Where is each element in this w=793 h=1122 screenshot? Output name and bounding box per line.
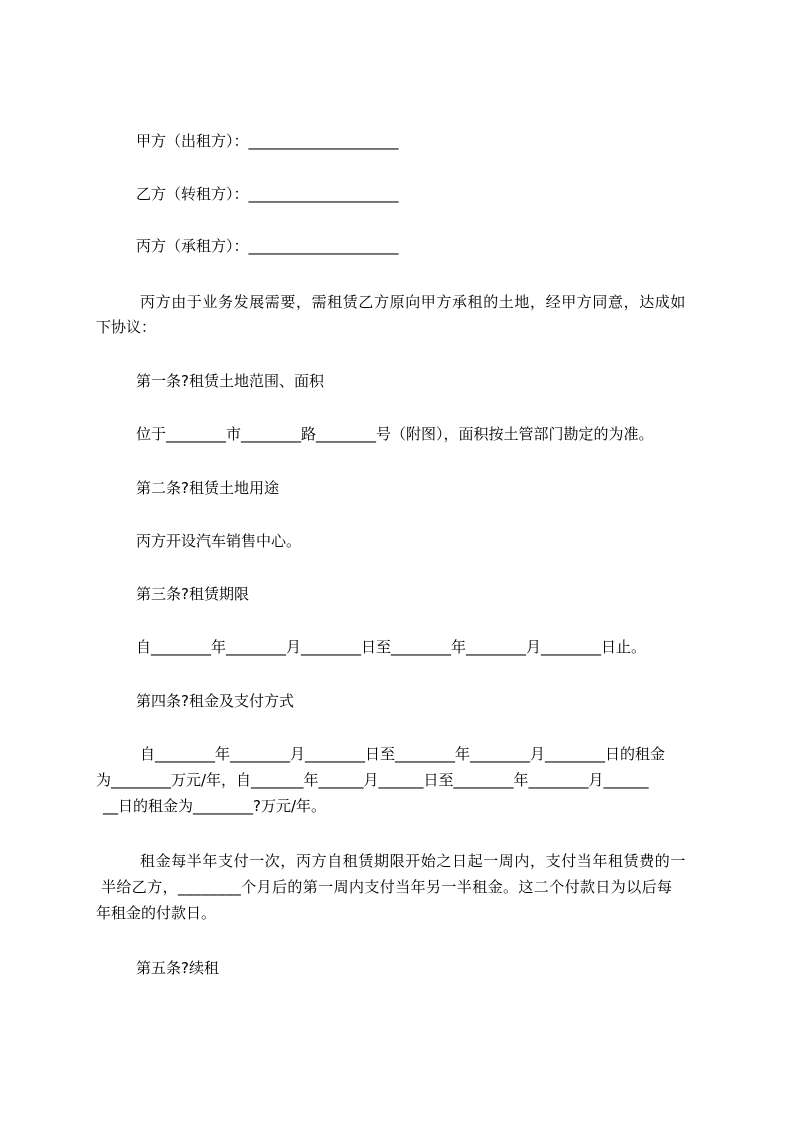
- article-1-title: 第一条?租赁土地范围、面积: [136, 372, 324, 390]
- article-4-para2-line2: 半给乙方，________个月后的第一周内支付当年另一半租金。这二个付款日为以后每: [101, 878, 673, 896]
- article-4-para1-line2: 为________万元/年，自_______年______月______日至________年________月______: [96, 771, 649, 789]
- article-4-title: 第四条?租金及支付方式: [136, 692, 294, 710]
- article-2-title: 第二条?租赁土地用途: [136, 479, 279, 497]
- article-5-title: 第五条?续租: [136, 959, 219, 977]
- article-3-body: 自________年________月________日至________年________月________日止。: [136, 638, 647, 656]
- article-1-body: 位于________市________路________号（附图），面积按土管部门勘定的为准。: [136, 425, 654, 443]
- intro-line-2: 下协议：: [96, 318, 157, 336]
- party-c-line: 丙方（承租方）：____________________: [136, 237, 399, 255]
- article-4-para2-line3: 年租金的付款日。: [96, 904, 217, 922]
- party-b-line: 乙方（转租方）：____________________: [136, 185, 399, 203]
- intro-line-1: 丙方由于业务发展需要，需租赁乙方原向甲方承租的土地，经甲方同意，达成如: [140, 293, 687, 311]
- article-4-para2-line1: 租金每半年支付一次，丙方自租赁期限开始之日起一周内，支付当年租赁费的一: [140, 852, 687, 870]
- article-2-body: 丙方开设汽车销售中心。: [136, 532, 302, 550]
- article-4-para1-line1: 自________年________月________日至________年________月________日的租金: [140, 745, 666, 763]
- party-a-line: 甲方（出租方）：____________________: [136, 132, 399, 150]
- article-4-para1-line3: __日的租金为________?万元/年。: [103, 797, 327, 815]
- article-3-title: 第三条?租赁期限: [136, 585, 249, 603]
